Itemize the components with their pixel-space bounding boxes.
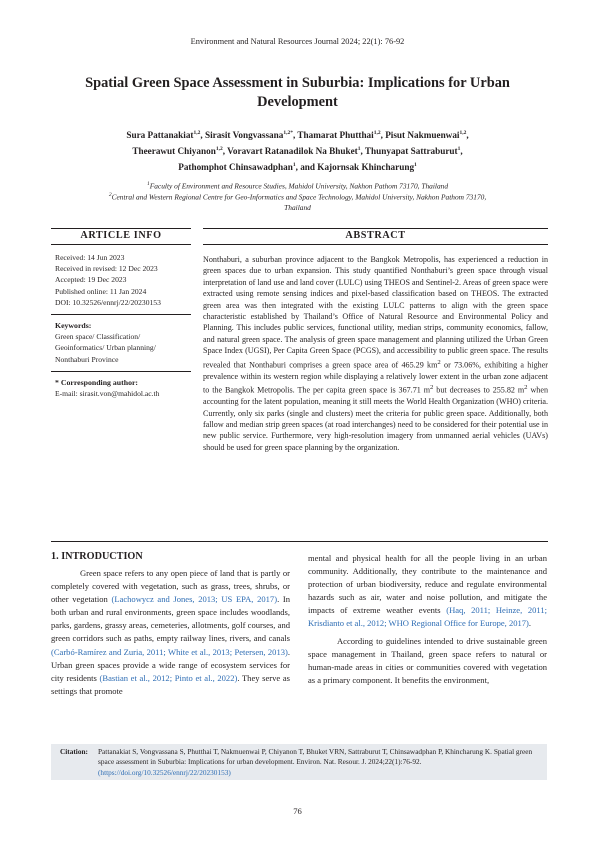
citation-link[interactable]: (Lachowycz and Jones, 2013; US EPA, 2017) bbox=[111, 594, 278, 605]
author-name: Voravart Ratanadilok Na Bhuket bbox=[227, 146, 358, 157]
abstract-bottom-rule bbox=[203, 244, 548, 245]
abstract-text: when accounting for the latent population, meaning it still meets the World Health Organization (WHO) criteria. Currently, only six parks (single and clusters) meet the criteria for public green space. Additionally, both fallow and median strip green spaces (at road interchanges) need to be considered for their potential use in new public service. Furthermore, very high-resolution imagery from unmanned aerial vehicles (UAVs) should be used for green space planning by the organization. bbox=[203, 385, 548, 452]
abstract-heading: ABSTRACT bbox=[345, 230, 406, 241]
keywords-line: Green space/ Classification/ bbox=[55, 332, 141, 342]
author-affiliation-mark: 1 bbox=[292, 162, 296, 169]
body-text: . They serve as settings that promote bbox=[51, 672, 290, 696]
superscript: 2 bbox=[430, 384, 434, 392]
article-info-top-rule bbox=[51, 228, 191, 229]
keywords-line: Geoinformatics/ Urban planning/ bbox=[55, 343, 156, 353]
author-name: Pisut Nakmuenwai bbox=[385, 130, 460, 141]
author-affiliation-mark: 1,2 bbox=[215, 146, 223, 153]
author-name: and Kajornsak Khincharung bbox=[300, 162, 415, 173]
paragraph: According to guidelines intended to drive sustainable green space management in Thailand, green space refers to natural or human-made areas in cities or communities covered with vegetation as a primary component. It benefits the environment, bbox=[308, 635, 547, 685]
info-divider-2 bbox=[51, 371, 191, 372]
abstract-text: but decreases to 255.82 m bbox=[433, 385, 525, 395]
author-affiliation-mark: 1 bbox=[457, 146, 461, 153]
affiliations bbox=[58, 180, 537, 212]
citation-label: Citation: bbox=[60, 747, 88, 756]
paragraph bbox=[51, 567, 290, 698]
author-name: Theerawut Chiyanon bbox=[132, 146, 216, 157]
body-text: Green space refers to any open piece of land that is partly or completely covered with vegetation, such as grass, trees, shrubs, or other vegetation bbox=[51, 568, 290, 605]
affiliation-mark: 2 bbox=[108, 192, 112, 199]
article-info-bottom-rule bbox=[51, 244, 191, 245]
author-line-1: Sura Pattanakiat$^{1,2}$, Sirasit Vongvassana$^{1,2*}$, Thamarat Phutthai$^{1,2}$, Pisut Nakmuenwai$^{1,2}$, bbox=[126, 130, 469, 141]
citation-link[interactable]: (Carbó-Ramírez and Zuria, 2011; White et al., 2013; Petersen, 2013) bbox=[51, 646, 288, 657]
citation-body: Pattanakiat S, Vongvassana S, Phutthai T, Nakmuenwai P, Chiyanon T, Bhuket VRN, Sattraburut T, Chinsawadphan P, Khincharung K. Spatial green space assessment in Suburbia: Implications for urban development. Environ. Nat. Resour. J. 2024;22(1):76-92. bbox=[98, 747, 533, 767]
body-text: mental and physical health for all the people living in an urban community. Additionally, they contribute to the maintenance and protection of urban biodiversity, reduce and regulate environmental hazards such as air, water and noise pollution, and mitigate the impacts of extreme weather events bbox=[308, 553, 547, 616]
author-list bbox=[60, 126, 535, 174]
keywords-block bbox=[55, 320, 193, 365]
author-affiliation-mark: 1 bbox=[414, 162, 417, 169]
article-info-heading: ARTICLE INFO bbox=[80, 230, 162, 241]
published-date: Published online: 11 Jan 2024 bbox=[55, 286, 147, 296]
introduction-left-column bbox=[51, 567, 290, 698]
doi: DOI: 10.32526/ennrj/22/20230153 bbox=[55, 297, 161, 307]
corresponding-author-block bbox=[55, 377, 193, 399]
affiliation-mark: 1 bbox=[146, 181, 150, 187]
author-line-2: Theerawut Chiyanon$^{1,2}$, Voravart Ratanadilok Na Bhuket$^1$, Thunyapat Sattraburut$^1$, bbox=[132, 146, 463, 157]
article-dates bbox=[55, 252, 193, 308]
author-line-3: Pathomphot Chinsawadphan$^1$, and Kajornsak Khincharung$^1$ bbox=[178, 162, 417, 173]
introduction-right-column bbox=[308, 552, 547, 687]
received-date: Received: 14 Jun 2023 bbox=[55, 253, 125, 262]
affiliation-2-continued: Thailand bbox=[284, 202, 311, 212]
citation-text bbox=[98, 747, 544, 778]
revised-date: Received in revised: 12 Dec 2023 bbox=[55, 264, 158, 274]
affiliation-1 bbox=[58, 180, 537, 191]
front-matter-divider bbox=[51, 541, 548, 542]
body-text: . Urban green spaces provide a wide range of ecosystem services for city residents bbox=[51, 646, 290, 683]
author-name: Thunyapat Sattraburut bbox=[364, 146, 458, 157]
page-number: 76 bbox=[293, 806, 302, 816]
keywords-line: Nonthaburi Province bbox=[55, 354, 119, 364]
citation-doi-link[interactable]: (https://doi.org/10.32526/ennrj/22/20230153) bbox=[98, 767, 231, 777]
citation-link[interactable]: (Bastian et al., 2012; Pinto et al., 2022) bbox=[99, 672, 238, 683]
accepted-date: Accepted: 19 Dec 2023 bbox=[55, 275, 127, 285]
keywords-heading: Keywords: bbox=[55, 321, 92, 330]
citation-link[interactable]: (Haq, 2011; Heinze, 2011; Krisdianto et al., 2012; WHO Regional Office for Europe, 2017) bbox=[308, 605, 547, 629]
body-text: . bbox=[528, 618, 532, 629]
abstract-text: Nonthaburi, a suburban province adjacent to the Bangkok Metropolis, has experienced a reduction in green spaces due to urban expansion. This study quantified Nonthaburi’s green space through visual interpretation of land use and land cover (LULC) using THEOS and Sentinel-2. Areas of green space were extracted using remote sensing indices and pixel-based classification based on THEOS. The extracted green area was then integrated with the existing LULC patterns to align with the green space characteristic established by Thailand’s Office of Natural Resource and Environmental Policy and Planning. This includes public services, functional utility, median strips, community economics, fallow, and natural green space. The analysis of green space management and planning utilized the Urban Green Space Index (UGSI), Per Capita Green Space (PCGS), and accessibility to public green space. The results revealed that Nonthaburi comprises a green space area of 465.29 km bbox=[203, 255, 548, 370]
corresponding-email[interactable]: E-mail: sirasit.von@mahidol.ac.th bbox=[55, 389, 160, 399]
abstract-text: or 73.06%, exhibiting a higher prevalence within its western region while displaying a relatively lower extent in the urban zone adjacent to the Bangkok Metropolis. The per capita green space is 367.71 m bbox=[203, 360, 548, 395]
author-affiliation-mark: 1,2 bbox=[459, 130, 467, 136]
author-affiliation-mark: 1,2* bbox=[283, 130, 293, 136]
affiliation-2 bbox=[58, 191, 537, 202]
superscript: 2 bbox=[524, 384, 528, 392]
paragraph bbox=[308, 552, 547, 631]
affiliation-text: Central and Western Regional Centre for Geo-Informatics and Space Technology, Mahidol University, Nakhon Pathom 73170, bbox=[111, 192, 487, 202]
author-name: Sirasit Vongvassana bbox=[204, 130, 284, 141]
article-title: Spatial Green Space Assessment in Suburbia: Implications for Urban Development bbox=[85, 75, 510, 110]
author-affiliation-mark: 1,2 bbox=[193, 130, 201, 136]
author-name: Sura Pattanakiat bbox=[126, 130, 194, 141]
affiliation-text: Faculty of Environment and Resource Studies, Mahidol University, Nakhon Pathom 73170, Thailand bbox=[149, 181, 449, 191]
abstract-body bbox=[203, 254, 548, 453]
info-divider-1 bbox=[51, 314, 191, 315]
author-affiliation-mark: 1 bbox=[357, 146, 361, 153]
author-affiliation-mark: 1,2 bbox=[373, 130, 381, 136]
abstract-top-rule bbox=[203, 228, 548, 229]
journal-header: Environment and Natural Resources Journal 2024; 22(1): 76-92 bbox=[190, 37, 405, 46]
corresponding-heading: * Corresponding author: bbox=[55, 378, 139, 387]
author-name: Thamarat Phutthai bbox=[297, 130, 374, 141]
body-text: . In both urban and rural environments, green space includes woodlands, parks, gardens, grassy areas, cemeteries, allotments, golf courses, and green corridors such as paths, empty railway lines, rivers, and canals bbox=[51, 594, 290, 644]
introduction-heading: 1. INTRODUCTION bbox=[51, 551, 143, 562]
superscript: 2 bbox=[437, 358, 441, 366]
author-name: Pathomphot Chinsawadphan bbox=[178, 162, 293, 173]
